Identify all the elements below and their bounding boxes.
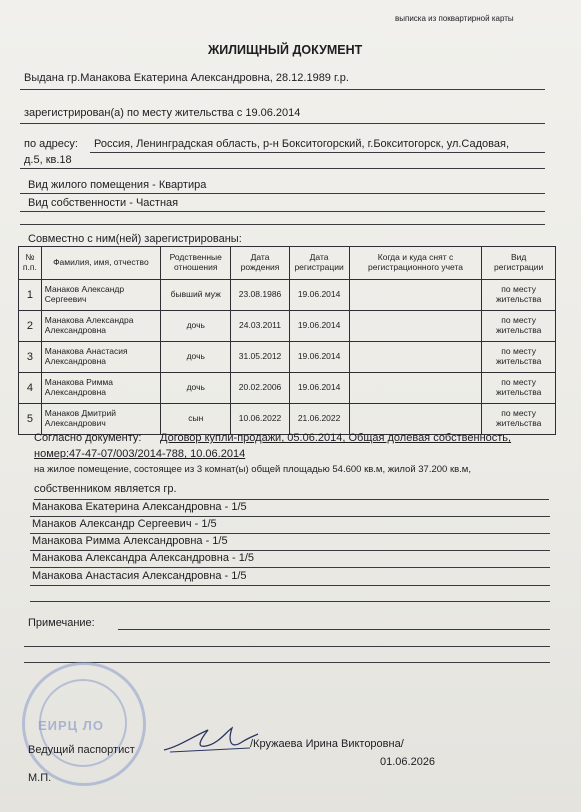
document-title: ЖИЛИЩНЫЙ ДОКУМЕНТ (208, 43, 363, 57)
line (90, 152, 545, 153)
row-number: 5 (19, 404, 42, 435)
document-date: 01.06.2026 (380, 756, 436, 768)
resident-name: Манакова Александра Александровна (41, 311, 160, 342)
table-row (19, 311, 556, 342)
area-text: на жилое помещение, состоящее из 3 комнат(ы) общей площадью 54.600 кв.м, жилой 37.200 кв.м, (34, 464, 471, 475)
removal-info (349, 280, 482, 311)
line (20, 123, 545, 124)
line (24, 646, 550, 647)
line (30, 601, 550, 602)
table-header-row (19, 247, 556, 280)
registration-date: 19.06.2014 (289, 342, 349, 373)
header-cell: Вид регистрации (482, 247, 556, 280)
basis-label: Согласно документу: (34, 432, 142, 444)
registration-date: 19.06.2014 (289, 373, 349, 404)
relation: дочь (161, 373, 231, 404)
removal-info (349, 404, 482, 435)
registration-type: по месту жительства (482, 280, 556, 311)
line (20, 89, 545, 90)
signer-name: /Кружаева Ирина Викторовна/ (250, 738, 404, 750)
line (20, 224, 545, 225)
registered-since: зарегистрирован(а) по месту жительства с 19.06.2014 (24, 107, 301, 119)
resident-name: Манаков Дмитрий Александрович (41, 404, 160, 435)
note-label: Примечание: (28, 617, 95, 629)
birth-date: 23.08.1986 (231, 280, 289, 311)
owner-3: Манакова Римма Александровна - 1/5 (32, 535, 228, 547)
relation: бывший муж (161, 280, 231, 311)
table-row (19, 280, 556, 311)
mp-label: М.П. (28, 772, 52, 784)
registration-type: по месту жительства (482, 373, 556, 404)
owner-label: собственником является гр. (34, 483, 177, 495)
basis-value-1: Договор купли-продажи, 05.06.2014, Общая долевая собственность, (160, 432, 512, 444)
header-cell: Когда и куда снят с регистрационного учета (349, 247, 482, 280)
relation: дочь (161, 311, 231, 342)
line (20, 193, 545, 194)
resident-name: Манакова Анастасия Александровна (41, 342, 160, 373)
header-cell: Дата регистрации (289, 247, 349, 280)
line (118, 629, 550, 630)
address-line-1: Россия, Ленинградская область, р-н Бокситогорский, г.Бокситогорск, ул.Садовая, (94, 138, 509, 150)
header-cell: Дата рождения (231, 247, 289, 280)
table-row (19, 404, 556, 435)
relation: сын (161, 404, 231, 435)
relation: дочь (161, 342, 231, 373)
registration-date: 19.06.2014 (289, 311, 349, 342)
row-number: 1 (19, 280, 42, 311)
removal-info (349, 373, 482, 404)
resident-name: Манакова Римма Александровна (41, 373, 160, 404)
table-row (19, 373, 556, 404)
housing-type: Вид жилого помещения - Квартира (28, 179, 207, 191)
line (30, 550, 550, 551)
birth-date: 10.06.2022 (231, 404, 289, 435)
registration-type: по месту жительства (482, 311, 556, 342)
line (20, 211, 545, 212)
resident-name: Манаков Александр Сергеевич (41, 280, 160, 311)
line (20, 168, 545, 169)
owner-1: Манакова Екатерина Александровна - 1/5 (32, 501, 247, 513)
birth-date: 31.05.2012 (231, 342, 289, 373)
row-number: 4 (19, 373, 42, 404)
line (30, 585, 550, 586)
owner-2: Манаков Александр Сергеевич - 1/5 (32, 518, 217, 530)
removal-info (349, 342, 482, 373)
registration-date: 21.06.2022 (289, 404, 349, 435)
line (24, 662, 550, 663)
line (34, 499, 549, 500)
registration-type: по месту жительства (482, 404, 556, 435)
birth-date: 20.02.2006 (231, 373, 289, 404)
address-label: по адресу: (24, 138, 78, 150)
registration-date: 19.06.2014 (289, 280, 349, 311)
owner-5: Манакова Анастасия Александровна - 1/5 (32, 570, 247, 582)
stamp-text: ЕИРЦ ЛО (38, 718, 105, 733)
registration-type: по месту жительства (482, 342, 556, 373)
row-number: 2 (19, 311, 42, 342)
owner-4: Манакова Александра Александровна - 1/5 (32, 552, 255, 564)
header-cell: Родственные отношения (161, 247, 231, 280)
address-line-2: д.5, кв.18 (24, 154, 72, 166)
line (30, 533, 550, 534)
line (30, 516, 550, 517)
issued-to: Выдана гр.Манакова Екатерина Александровна, 28.12.1989 г.р. (24, 72, 349, 84)
header-note: выписка из поквартирной карты (395, 14, 514, 23)
residents-table (18, 246, 556, 435)
line (30, 567, 550, 568)
signer-label: Ведущий паспортист (28, 744, 135, 756)
table-row (19, 342, 556, 373)
basis-value-2: номер:47-47-07/003/2014-788, 10.06.2014 (34, 448, 246, 460)
birth-date: 24.03.2011 (231, 311, 289, 342)
header-cell: Фамилия, имя, отчество (41, 247, 160, 280)
co-registered-label: Совместно с ним(ней) зарегистрированы: (28, 233, 242, 245)
signature (160, 722, 260, 762)
row-number: 3 (19, 342, 42, 373)
removal-info (349, 311, 482, 342)
header-cell: № п.п. (19, 247, 42, 280)
ownership-type: Вид собственности - Частная (28, 197, 179, 209)
